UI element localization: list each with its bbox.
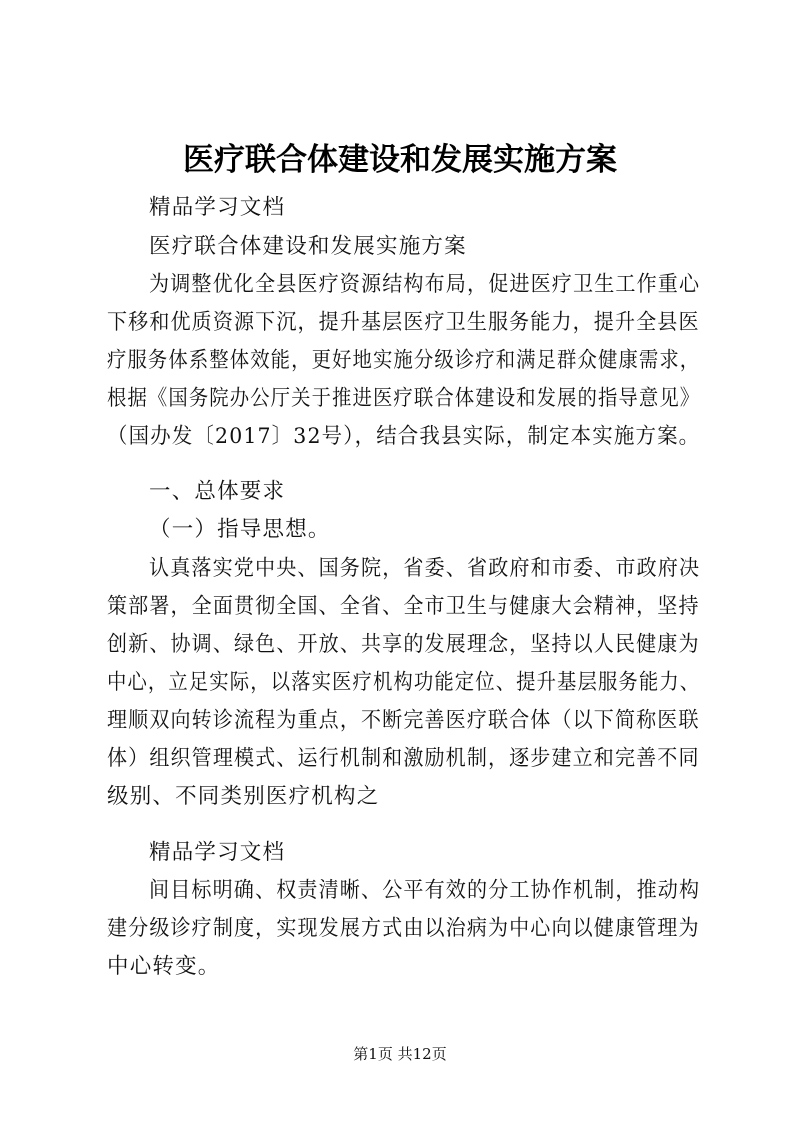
paragraph-line: 间目标明确、权责清晰、公平有效的分工协作机制，推动构 [149,878,701,903]
paragraph-line: 体）组织管理模式、运行机制和激励机制，逐步建立和完善不同 [107,746,700,771]
paragraph-line: 认真落实党中央、国务院，省委、省政府和市委、市政府决 [149,556,701,581]
page-number: 第1页 共12页 [353,1045,447,1063]
section-heading: 一、总体要求 [149,479,286,504]
paragraph-line: 理顺双向转诊流程为重点，不断完善医疗联合体（以下简称医联 [107,708,700,733]
paragraph-line: 下移和优质资源下沉，提升基层医疗卫生服务能力，提升全县医 [107,310,700,335]
paragraph-line: 中心转变。 [107,954,221,979]
paragraph-line: 根据《国务院办公厅关于推进医疗联合体建设和发展的指导意见》 [107,386,701,411]
paragraph-line: （国办发〔2017〕32号），结合我县实际，制定本实施方案。 [107,424,701,449]
paragraph-line: 策部署，全面贯彻全国、全省、全市卫生与健康大会精神，坚持 [107,594,700,619]
paragraph-line: 中心，立足实际，以落实医疗机构功能定位、提升基层服务能力、 [107,670,701,695]
subtitle-line: 医疗联合体建设和发展实施方案 [149,234,467,259]
paragraph-line: 建分级诊疗制度，实现发展方式由以治病为中心向以健康管理为 [107,916,700,941]
header-note: 精品学习文档 [149,195,286,220]
document-title: 医疗联合体建设和发展实施方案 [183,142,617,178]
paragraph-line: 为调整优化全县医疗资源结构布局，促进医疗卫生工作重心 [149,272,701,297]
subsection-heading: （一）指导思想。 [149,517,331,542]
paragraph-line: 创新、协调、绿色、开放、共享的发展理念，坚持以人民健康为 [107,632,700,657]
paragraph-line: 疗服务体系整体效能，更好地实施分级诊疗和满足群众健康需求， [107,348,701,373]
header-note: 精品学习文档 [149,840,286,865]
paragraph-line: 级别、不同类别医疗机构之 [107,784,380,809]
